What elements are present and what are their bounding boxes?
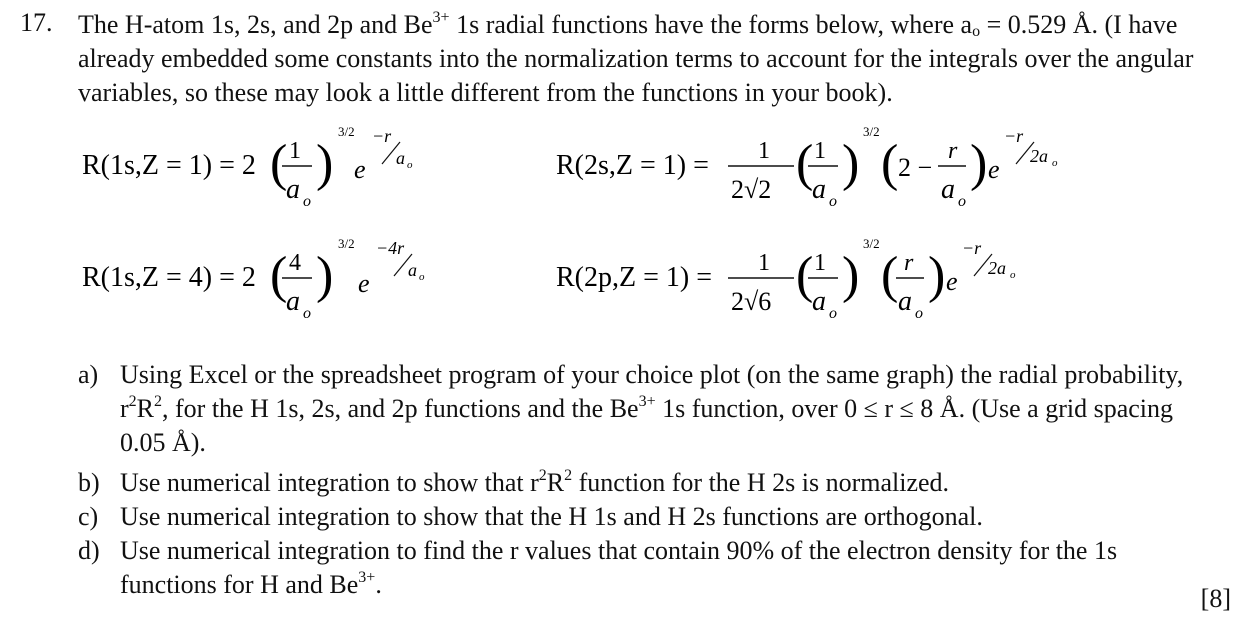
svg-text:r: r <box>904 250 914 276</box>
svg-text:a: a <box>812 174 826 205</box>
svg-text:): ) <box>842 247 860 304</box>
eq1-lhs: R(1s,Z = 1) = 2 <box>82 150 256 181</box>
eq3-frac-num: 4 <box>289 250 301 276</box>
eq2-coef-num: 1 <box>758 138 770 164</box>
svg-text:): ) <box>316 135 334 192</box>
part-c-text: Use numerical integration to show that the H 1s and H 2s functions are orthogonal. <box>120 502 983 531</box>
eq1-frac-num: 1 <box>289 138 301 164</box>
svg-text:3/2: 3/2 <box>863 236 880 251</box>
svg-text:a: a <box>396 148 405 168</box>
svg-text:o: o <box>303 193 311 210</box>
svg-text:e: e <box>988 155 1000 184</box>
svg-text:a: a <box>408 260 417 280</box>
svg-text:a: a <box>941 174 955 205</box>
svg-text:1: 1 <box>758 250 770 276</box>
eq3-power: 3/2 <box>338 236 355 251</box>
svg-text:(: ( <box>796 135 814 192</box>
svg-text:e: e <box>358 269 370 298</box>
eq3-exp-num: −4r <box>376 238 405 258</box>
svg-text:o: o <box>407 159 413 171</box>
part-d <box>78 534 1198 602</box>
question-intro: The H-atom 1s, 2s, and 2p and $Be^{3+}$ 1s radial functions have the forms below, where $a_o = 0.529$ Å. (I have already embedded some constants into the normalization terms to account for the integrals over the angular variables, so these may look a little different from the functions in your book). <box>78 9 1194 107</box>
svg-text:o: o <box>958 193 966 210</box>
part-a-label: a) <box>78 360 99 389</box>
svg-text:): ) <box>928 247 946 304</box>
eq2-lhs: R(2s,Z = 1) = <box>556 150 709 181</box>
eq4-coef-den: 2√6 <box>731 287 772 316</box>
svg-text:): ) <box>842 135 860 192</box>
svg-text:o: o <box>1010 269 1016 281</box>
svg-text:−r: −r <box>962 238 982 258</box>
part-d-label: d) <box>78 536 100 565</box>
svg-text:): ) <box>316 247 334 304</box>
equation-h-2p <box>556 230 1056 330</box>
svg-text:2a: 2a <box>1030 146 1048 166</box>
svg-text:2a: 2a <box>988 258 1006 278</box>
part-d-text: Use numerical integration to find the r values that contain 90% of the electron density for the 1s functions for H and $Be^{3+}$. <box>120 536 1118 599</box>
svg-text:e: e <box>946 267 958 296</box>
svg-text:1: 1 <box>814 250 826 276</box>
part-c <box>78 500 1198 534</box>
svg-text:o: o <box>829 193 837 210</box>
svg-text:a: a <box>286 286 300 317</box>
svg-text:(: ( <box>881 247 899 304</box>
eq1-power: 3/2 <box>338 124 355 139</box>
part-a-text: Using Excel or the spreadsheet program of your choice plot (on the same graph) the radial probability, $r^2R^2$, for the H 1s, 2s, and 2p functions and the $Be^{3+}$ 1s function, over 0 ≤ r ≤ 8 Å. (Use a grid spacing 0.05 Å). <box>120 360 1184 457</box>
eq3-lhs: R(1s,Z = 4) = 2 <box>82 262 256 293</box>
eq1-exp-num: −r <box>372 126 392 146</box>
eq1-base: e <box>354 155 366 184</box>
svg-text:(: ( <box>270 135 288 192</box>
question-number: 17. <box>20 8 53 37</box>
svg-text:o: o <box>419 271 425 283</box>
svg-text:o: o <box>303 305 311 322</box>
question-parts <box>78 358 1198 602</box>
svg-text:(: ( <box>881 135 899 192</box>
svg-text:a: a <box>812 286 826 317</box>
svg-text:r: r <box>948 138 958 164</box>
svg-text:o: o <box>1052 157 1058 169</box>
marks-badge: [8] <box>1200 584 1231 613</box>
svg-text:o: o <box>915 305 923 322</box>
equation-h-1s <box>82 118 442 218</box>
part-c-label: c) <box>78 502 99 531</box>
part-b-text: Use numerical integration to show that $r^2R^2$ function for the H 2s is normalized. <box>120 467 950 497</box>
part-b <box>78 466 1198 500</box>
svg-text:(: ( <box>796 247 814 304</box>
eq1-frac-den: a <box>286 174 300 205</box>
svg-text:a: a <box>898 286 912 317</box>
equation-be-1s <box>82 230 452 330</box>
eq2-power: 3/2 <box>863 124 880 139</box>
svg-text:): ) <box>970 135 988 192</box>
svg-text:(: ( <box>270 247 288 304</box>
equation-h-2s <box>556 118 1086 218</box>
eq4-lhs: R(2p,Z = 1) = <box>556 262 713 293</box>
svg-text:−r: −r <box>1004 126 1024 146</box>
part-a <box>78 358 1198 460</box>
eq2-coef-den: 2√2 <box>731 175 772 204</box>
eq2-bracket-a: 2 − <box>898 153 933 182</box>
svg-text:o: o <box>829 305 837 322</box>
part-b-label: b) <box>78 468 100 497</box>
svg-text:1: 1 <box>814 138 826 164</box>
